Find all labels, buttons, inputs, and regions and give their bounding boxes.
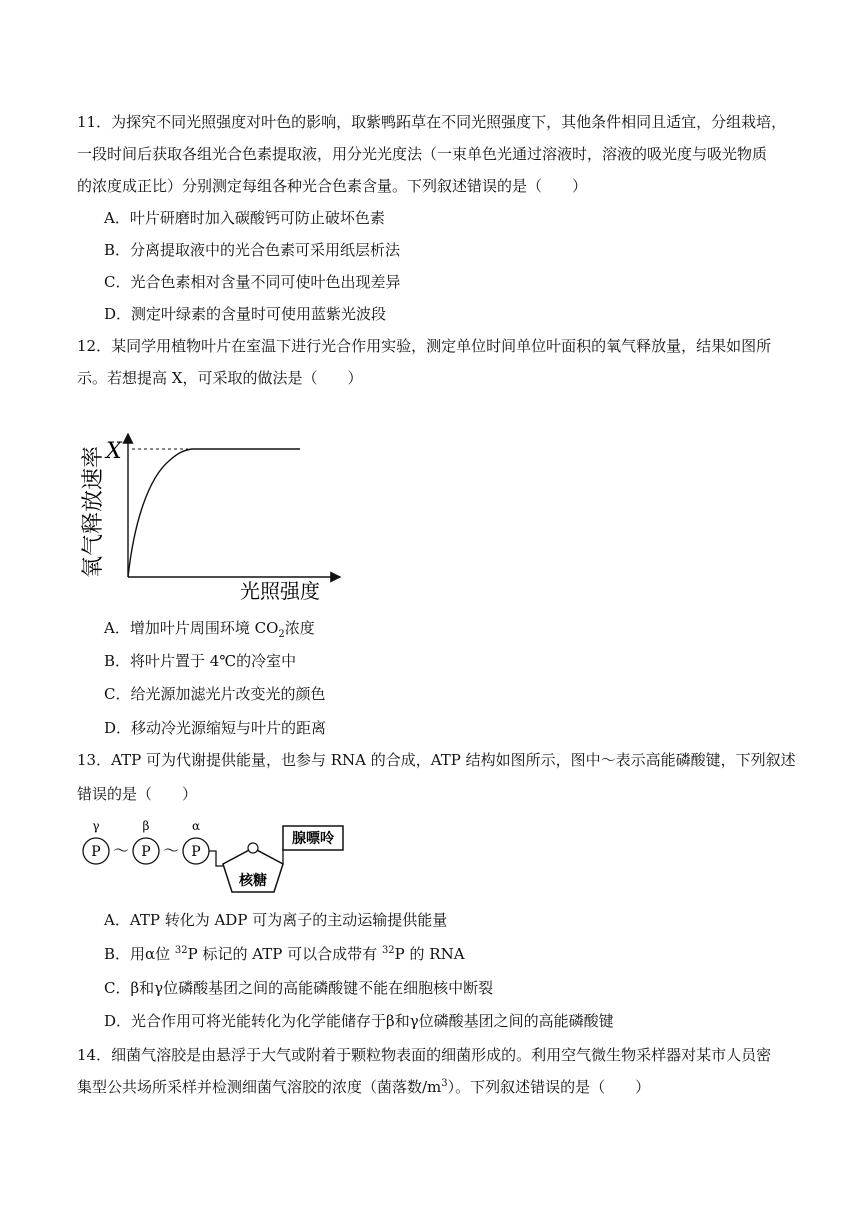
adenine-label: 腺嘌呤 <box>292 831 334 847</box>
x-axis-label: 光照强度 <box>240 579 320 603</box>
q11-option-a: A．叶片研磨时加入碳酸钙可防止破坏色素 <box>104 209 385 227</box>
high-energy-bond-2: ～ <box>162 841 180 860</box>
q11-stem-line3: 的浓度成正比）分别测定每组各种光合色素含量。下列叙述错误的是（ ） <box>77 177 588 195</box>
q12-option-a: A．增加叶片周围环境 $CO_2$浓度 <box>104 619 315 640</box>
q13-option-c: C．β和γ位磷酸基团之间的高能磷酸键不能在细胞核中断裂 <box>104 979 494 997</box>
q13-option-b: B．用α位 $^{32}$P 标记的 ATP 可以合成带有 $^{32}$P 的 RNA <box>104 945 465 963</box>
q13-option-d: D．光合作用可将光能转化为化学能储存于β和γ位磷酸基团之间的高能磷酸键 <box>104 1012 614 1030</box>
q11-option-b: B．分离提取液中的光合色素可采用纸层析法 <box>104 241 401 259</box>
y-axis-label: 氧气释放速率 <box>81 445 106 579</box>
q11-stem-line1: 11．为探究不同光照强度对叶色的影响，取紫鸭跖草在不同光照强度下，其他条件相同且适宜，分组栽培， <box>77 113 787 131</box>
q13-option-a: A．ATP 转化为 ADP 可为离子的主动运输提供能量 <box>104 911 448 929</box>
phosphate-beta-label: P <box>141 844 151 860</box>
oxygen-release-curve <box>128 449 300 577</box>
q12-light-curve-figure <box>70 428 360 608</box>
q12-option-d: D．移动冷光源缩短与叶片的距离 <box>104 719 327 737</box>
x-level-label: X <box>106 439 122 464</box>
q11-option-d: D．测定叶绿素的含量时可使用蓝紫光波段 <box>104 305 387 323</box>
q12-stem-line2: 示。若想提高 X，可采取的做法是（ ） <box>77 369 363 387</box>
q12-stem-line1: 12．某同学用植物叶片在室温下进行光合作用实验，测定单位时间单位叶面积的氧气释放量，结果如图所 <box>77 337 772 355</box>
q11-option-c: C．光合色素相对含量不同可使叶色出现差异 <box>104 273 401 291</box>
beta-label: β <box>142 819 150 833</box>
q12-option-b: B．将叶片置于 4℃的冷室中 <box>104 652 297 670</box>
q14-stem-line1: 14．细菌气溶胶是由悬浮于大气或附着于颗粒物表面的细菌形成的。利用空气微生物采样器对某市人员密 <box>77 1046 772 1064</box>
q13-atp-structure-figure <box>78 816 348 898</box>
phosphoester-bond <box>209 851 224 866</box>
q14-stem-line2: 集型公共场所采样并检测细菌气溶胶的浓度（菌落数$/m^3$）。下列叙述错误的是（ ） <box>77 1078 651 1096</box>
phosphate-gamma-label: P <box>91 844 101 860</box>
phosphate-alpha-label: P <box>191 844 201 860</box>
alpha-label: α <box>191 819 201 833</box>
q12-option-c: C．给光源加滤光片改变光的颜色 <box>104 685 326 703</box>
q11-stem-line2: 一段时间后获取各组光合色素提取液，用分光光度法（一束单色光通过溶液时，溶液的吸光度与吸光物质 <box>77 145 768 163</box>
q13-stem-line1: 13．ATP 可为代谢提供能量，也参与 RNA 的合成，ATP 结构如图所示，图中～表示高能磷酸键，下列叙述 <box>77 751 796 769</box>
ring-oxygen <box>248 843 258 853</box>
q13-stem-line2: 错误的是（ ） <box>77 785 198 803</box>
ribose-label: 核糖 <box>239 873 267 889</box>
high-energy-bond-1: ～ <box>112 841 130 860</box>
gamma-label: γ <box>92 819 100 833</box>
